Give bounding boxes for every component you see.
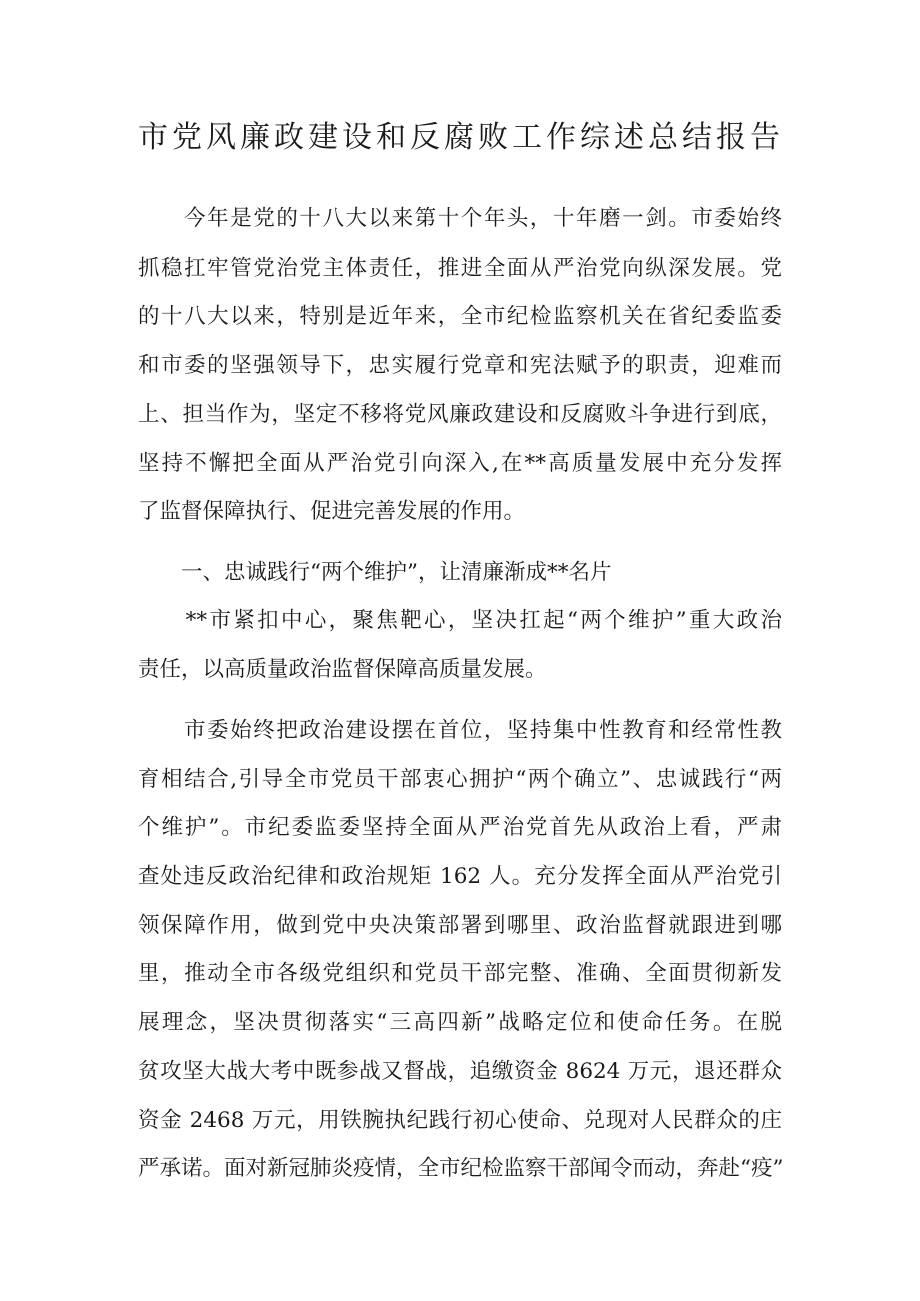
text-line: 查处违反政治纪律和政治规矩 162 人。充分发挥全面从严治党引 <box>138 864 782 889</box>
text-line: 展理念，坚决贯彻落实“三高四新”战略定位和使命任务。在脱 <box>138 1010 782 1035</box>
text-line: **市紧扣中心，聚焦靶心，坚决扛起“两个维护”重大政治 <box>138 608 782 633</box>
text-line: 的十八大以来，特别是近年来，全市纪检监察机关在省纪委监委 <box>138 304 782 329</box>
text-line: 市委始终把政治建设摆在首位，坚持集中性教育和经常性教 <box>138 718 782 743</box>
text-line: 贫攻坚大战大考中既参战又督战，追缴资金 8624 万元，退还群众 <box>138 1059 782 1084</box>
text-line: 责任，以高质量政治监督保障高质量发展。 <box>138 657 547 682</box>
text-line: 里，推动全市各级党组织和党员干部完整、准确、全面贯彻新发 <box>138 961 782 986</box>
text-line: 坚持不懈把全面从严治党引向深入,在**高质量发展中充分发挥 <box>138 451 782 476</box>
text-line: 上、担当作为，坚定不移将党风廉政建设和反腐败斗争进行到底， <box>138 402 782 427</box>
text-line: 了监督保障执行、促进完善发展的作用。 <box>138 499 526 524</box>
document-title: 市党风廉政建设和反腐败工作综述总结报告 <box>138 120 784 155</box>
text-line: 和市委的坚强领导下，忠实履行党章和宪法赋予的职责，迎难而 <box>138 353 782 378</box>
text-line: 今年是党的十八大以来第十个年头，十年磨一剑。市委始终 <box>138 206 782 231</box>
text-line: 育相结合,引导全市党员干部衷心拥护“两个确立”、忠诚践行“两 <box>138 767 782 792</box>
text-line: 抓稳扛牢管党治党主体责任，推进全面从严治党向纵深发展。党 <box>138 256 782 281</box>
text-line: 严承诺。面对新冠肺炎疫情，全市纪检监察干部闻令而动，奔赴“疫” <box>138 1156 784 1181</box>
text-line: 资金 2468 万元，用铁腕执纪践行初心使命、兑现对人民群众的庄 <box>138 1108 782 1133</box>
text-line: 领保障作用，做到党中央决策部署到哪里、政治监督就跟进到哪 <box>138 913 782 938</box>
text-line: 个维护”。市纪委监委坚持全面从严治党首先从政治上看，严肃 <box>138 815 782 840</box>
section-heading: 一、忠诚践行“两个维护”，让清廉渐成**名片 <box>138 560 612 585</box>
